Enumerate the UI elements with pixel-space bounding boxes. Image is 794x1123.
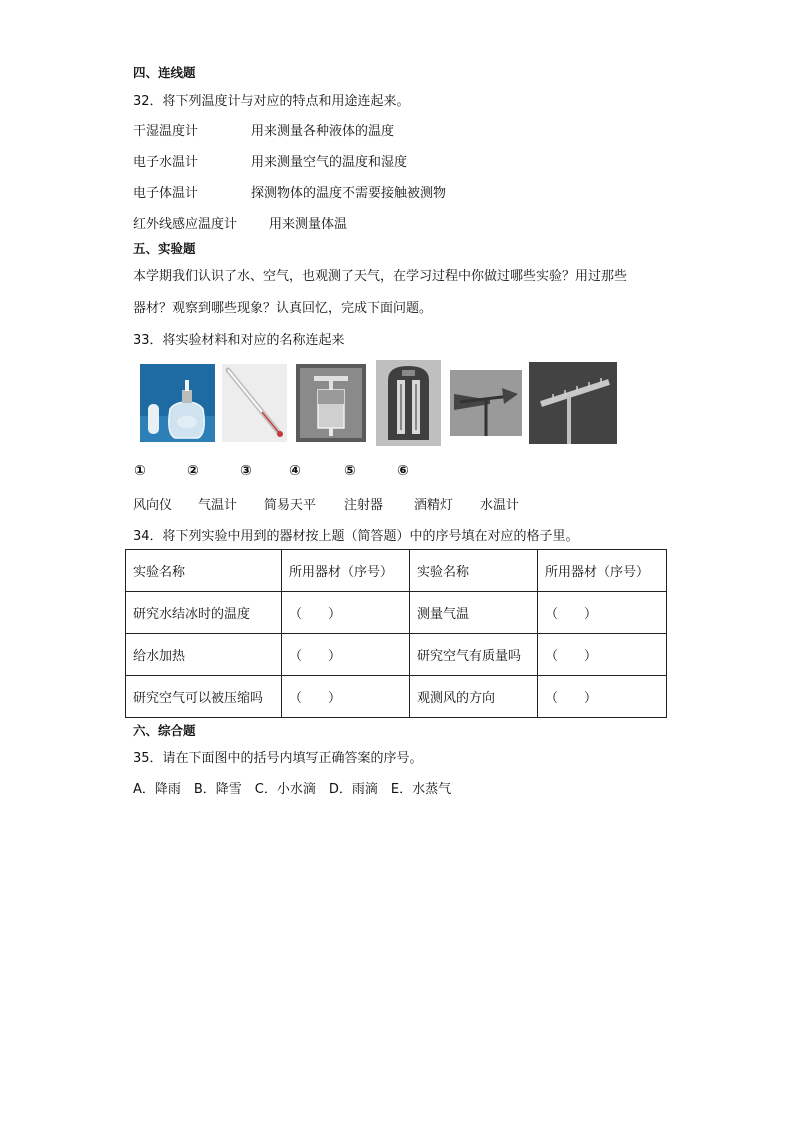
photo-number-1: ① <box>134 463 146 479</box>
alcohol-lamp-photo <box>140 364 215 442</box>
photo-number-2: ② <box>187 463 199 479</box>
table-cell-answer[interactable]: （ ） <box>538 634 667 676</box>
pair-right-3: 探测物体的温度不需要接触被测物 <box>251 186 447 201</box>
section-title-matching: 四、连线题 <box>133 65 196 80</box>
answer-options: A．降雨 B．降雪 C．小水滴 D．雨滴 E．水蒸气 <box>133 782 452 797</box>
table-cell-answer[interactable]: （ ） <box>282 676 410 718</box>
table-cell-answer[interactable]: （ ） <box>282 634 410 676</box>
pair-left-3: 电子体温计 <box>133 186 199 201</box>
anemometer-photo <box>529 362 617 444</box>
question-35: 35．请在下面图中的括号内填写正确答案的序号。 <box>133 751 423 766</box>
instrument-name-4: 注射器 <box>344 498 384 513</box>
photo-number-5: ⑤ <box>344 463 356 479</box>
table-cell-answer[interactable]: （ ） <box>538 676 667 718</box>
pair-left-2: 电子水温计 <box>133 155 199 170</box>
syringe-photo <box>296 364 366 442</box>
pair-right-4: 用来测量体温 <box>269 217 348 232</box>
table-header: 实验名称 <box>126 550 282 592</box>
instrument-name-5: 酒精灯 <box>414 498 454 513</box>
table-cell-answer[interactable]: （ ） <box>282 592 410 634</box>
table-cell-experiment: 观测风的方向 <box>410 676 538 718</box>
photo-number-6: ⑥ <box>397 463 409 479</box>
instrument-name-6: 水温计 <box>480 498 520 513</box>
pair-left-1: 干湿温度计 <box>133 124 199 139</box>
question-33: 33．将实验材料和对应的名称连起来 <box>133 333 345 348</box>
table-header: 所用器材（序号） <box>538 550 667 592</box>
table-row <box>126 634 667 676</box>
pair-right-2: 用来测量空气的温度和湿度 <box>251 155 408 170</box>
instrument-name-2: 气温计 <box>198 498 238 513</box>
instrument-name-1: 风向仪 <box>133 498 173 513</box>
pair-right-1: 用来测量各种液体的温度 <box>251 124 395 139</box>
table-cell-experiment: 研究水结冰时的温度 <box>126 592 282 634</box>
question-34: 34．将下列实验中用到的器材按上题（简答题）中的序号填在对应的格子里。 <box>133 529 579 544</box>
table-row <box>126 676 667 718</box>
experiment-table <box>125 549 667 718</box>
table-header-row <box>126 550 667 592</box>
table-row <box>126 592 667 634</box>
table-cell-experiment: 测量气温 <box>410 592 538 634</box>
wind-vane-photo <box>450 370 522 436</box>
table-cell-experiment: 研究空气可以被压缩吗 <box>126 676 282 718</box>
table-cell-experiment: 给水加热 <box>126 634 282 676</box>
intro-line-2: 器材？观察到哪些现象？认真回忆，完成下面问题。 <box>133 301 433 316</box>
section-title-comprehensive: 六、综合题 <box>133 723 196 738</box>
table-cell-experiment: 研究空气有质量吗 <box>410 634 538 676</box>
table-header: 所用器材（序号） <box>282 550 410 592</box>
table-header: 实验名称 <box>410 550 538 592</box>
thermometer-photo <box>222 364 287 442</box>
intro-line-1: 本学期我们认识了水、空气，也观测了天气，在学习过程中你做过哪些实验？用过那些 <box>133 269 628 284</box>
max-min-thermometer-photo <box>376 360 441 446</box>
table-cell-answer[interactable]: （ ） <box>538 592 667 634</box>
question-32: 32．将下列温度计与对应的特点和用途连起来。 <box>133 94 410 109</box>
section-title-experiment: 五、实验题 <box>133 241 196 256</box>
photo-number-4: ④ <box>289 463 301 479</box>
photo-number-3: ③ <box>240 463 252 479</box>
pair-left-4: 红外线感应温度计 <box>133 217 238 232</box>
instrument-name-3: 简易天平 <box>264 498 317 513</box>
